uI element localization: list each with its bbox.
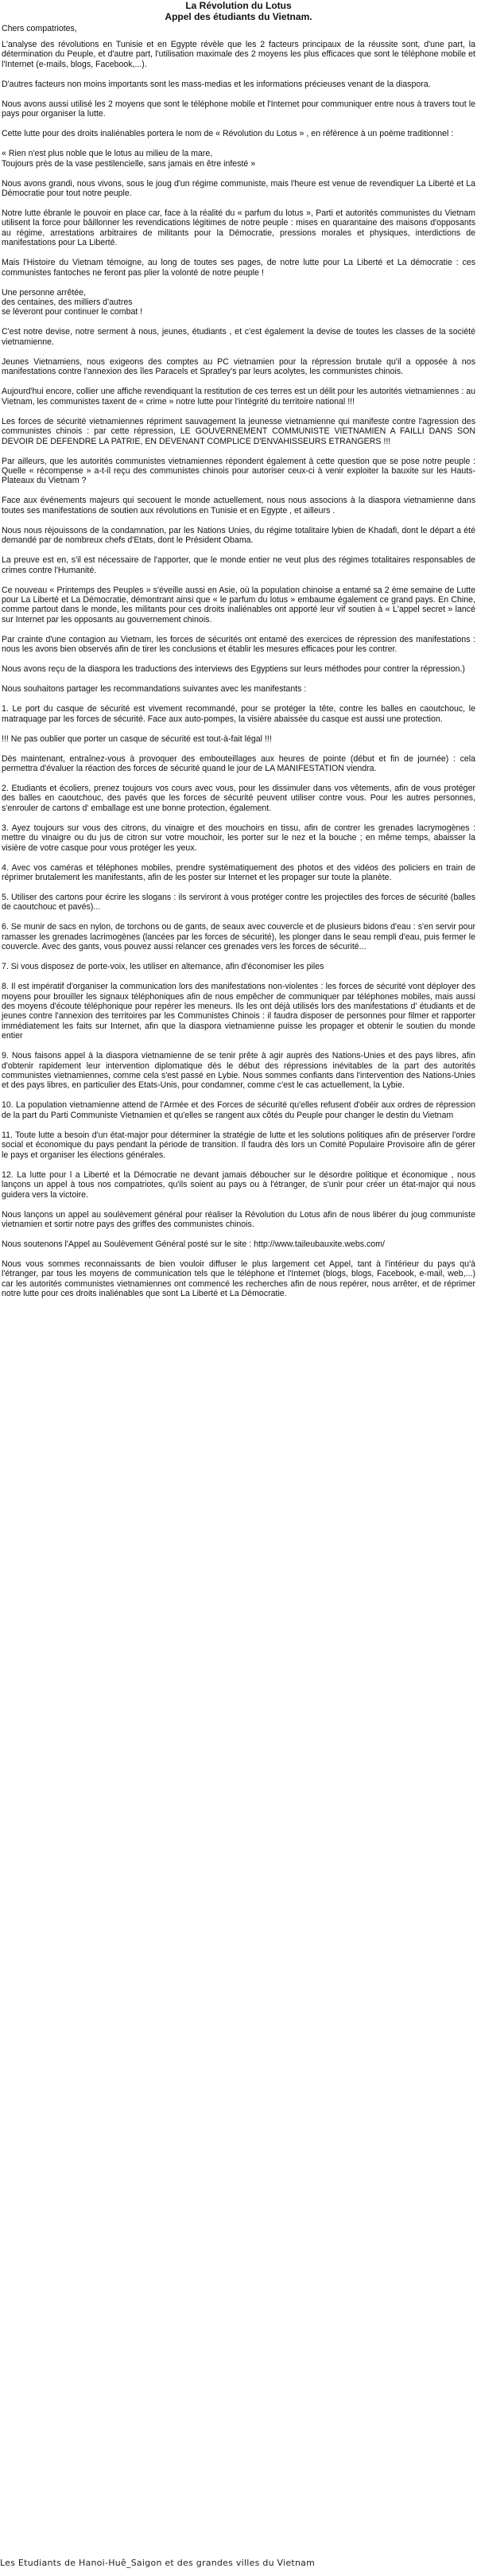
paragraph: D'autres facteurs non moins importants sont les mass-medias et les informations précieuses venant de la diaspora. [2,79,431,89]
poem-quote-line-2: Toujours près de la vase pestilencielle, sans jamais en être infesté » [2,158,256,169]
recommendation-item: 1. Le port du casque de sécurité est vivement recommandé, pour se protéger la tête, contre les balles en caoutchouc, le matraquage par les forces de sécurité. Face aux auto-pompes, la visière abaissée du casque est aussi une protection. [2,704,475,724]
title-line-1: La Révolution du Lotus [185,0,292,11]
title-line-2: Appel des étudiants du Vietnam. [165,11,312,22]
paragraph: Jeunes Vietnamiens, nous exigeons des comptes au PC vietnamien pour la répression brutale qu'il a opposée à nos manifestations contre l'annexion des îles Paracels et Spratley's par leurs acolytes, les communistes chinois. [2,356,475,377]
paragraph: C'est notre devise, notre serment à nous, jeunes, étudiants , et c'est également la devise de toutes les classes de la société vietnamienne. [2,327,475,347]
paragraph: Nous avons aussi utilisé les 2 moyens que sont le téléphone mobile et l'Internet pour communiquer entre nous à travers tout le pays pour organiser la lutte. [2,99,475,119]
paragraph: Nous avons reçu de la diaspora les traductions des interviews des Egyptiens sur leurs méthodes pour contrer la répression.) [2,664,465,675]
paragraph: Dès maintenant, entraînez-vous à provoquer des embouteillages aux heures de pointe (début et fin de journée) : cela permettra d'évaluer la réaction des forces de sécurité quand le jour de LA MANIFESTATION viendra. [2,753,475,773]
recommendation-item: 2. Etudiants et écoliers, prenez toujours vos cours avec vous, pour les dissimuler dans vos vêtements, afin de vous protéger des balles en caoutchouc, des pavés que les forces de sécurité peuvent utiliser contre vous. Pour les autres personnes, s'enrouler de cartons d' emballage est une bonne protection, également. [2,783,475,813]
signature-line: Les Etudiants de Hanoi-Huê_Saigon et des grandes villes du Vietnam [0,2558,316,2568]
recommendation-item: 9. Nous faisons appel à la diaspora vietnamienne de se tenir prête à agir auprès des Nations-Unies et des pays libres, afin d'obtenir rapidement leur intervention diplomatique dès le début des répressions inévitables de la part des autorités communistes vietnamiennes, comme cela s'est passé en Lybie. Nous sommes confiants dans l'intervention des Nations-Unies et des pays libres, en particulier des Etats-Unis, pour condamner, comme c'est le cas actuellement, la Lybie. [2,1051,475,1091]
paragraph: L'analyse des révolutions en Tunisie et en Egypte révèle que les 2 facteurs principaux de la réussite sont, d'une part, la détermination du Peuple, et d'autre part, l'utilisation maximale des 2 moyens les plus efficaces que sont le téléphone mobile et l'Internet (e-mails, blogs, Facebook,...). [2,40,475,69]
slogan-line-3: se lèveront pour continuer le combat ! [2,307,143,317]
paragraph: Nous avons grandi, nous vivons, sous le joug d'un régime communiste, mais l'heure est venue de revendiquer La Liberté et La Démocratie pour tout notre peuple. [2,178,475,199]
recommendation-item: 11. Toute lutte a besoin d'un état-major pour déterminer la stratégie de lutte et les solutions politiques afin de préserver l'ordre social et économique du pays pendant la période de transition. Il faudra dès lors un Comité Populaire Provisoire afin de gérer le pays et organiser les élections générales. [2,1130,475,1160]
page-title [0,0,477,22]
recommendation-item: 4. Avec vos caméras et téléphones mobiles, prendre systématiquement des photos et des vidéos des policiers en train de réprimer brutalement les manifestants, afin de les poster sur Internet et les propager sur toute la planète. [2,862,475,882]
recommendation-item: 12. La lutte pour l a Liberté et la Démocratie ne devant jamais déboucher sur le désordre politique et économique , nous lançons un appel à tous nos compatriotes, qu'ils soient au pays ou à l'étranger, de s'unir pour créer un état-major qui nous guidera vers la victoire. [2,1169,475,1200]
paragraph: Par ailleurs, que les autorités communistes vietnamiennes répondent également à cette question que se pose notre peuple : Quelle « récompense » a-t-il reçu des communistes chinois pour autoriser ceux-ci à venir exploiter la bauxite sur les Hauts-Plateaux du Vietnam ? [2,456,475,486]
paragraph: !!! Ne pas oublier que porter un casque de sécurité est tout-à-fait légal !!! [2,733,272,744]
slogan-line-2: des centaines, des milliers d'autres [2,298,133,308]
paragraph: Ce nouveau « Printemps des Peuples » s'éveille aussi en Asie, où la population chinoise a entamé sa 2 ème semaine de Lutte pour La Liberté et La Démocratie, démontrant ainsi que « le parfum du lotus » embaume également ce grand pays. En Chine, comme partout dans le monde, les militants pour ces droits inaliénables ont apporté leur vif soutien à « L'appel secret » lancé sur Internet par les opposants au gouvernement chinois. [2,585,475,625]
paragraph: Cette lutte pour des droits inaliénables portera le nom de « Révolution du Lotus » , en référence à un poème traditionnel : [2,129,454,139]
paragraph: Mais l'Histoire du Vietnam témoigne, au long de toutes ses pages, de notre lutte pour La Liberté et La démocratie : ces communistes fantoches ne feront pas plier la volonté de notre peuple ! [2,258,475,278]
letter-body [2,40,475,1309]
paragraph: Par crainte d'une contagion au Vietnam, les forces de sécurités ont entamé des exercices de répression des manifestations : nous les avons bien observés afin de tirer les conclusions et établir les mesures efficaces pour les contrer. [2,634,475,655]
paragraph: Nous souhaitons partager les recommandations suivantes avec les manifestants : [2,684,307,695]
recommendation-item: 3. Ayez toujours sur vous des citrons, du vinaigre et des mouchoirs en tissu, afin de contrer les grenades lacrymogènes : mettre du vinaigre ou du jus de citron sur votre mouchoir, les porter sur le nez et la bouche ; en même temps, abaisser la visière de votre casque pour vous protéger les yeux. [2,823,475,853]
paragraph: Les forces de sécurité vietnamiennes répriment sauvagement la jeunesse vietnamienne qui manifeste contre l'agression des communistes chinois : par cette répression, LE GOUVERNEMENT COMMUNISTE VIETNAMIEN A FAILLI DANS SON DEVOIR DE DEFENDRE LA PATRIE, EN DEVENANT COMPLICE D'ENVAHISSEURS ETRANGERS !!! [2,416,475,446]
paragraph: Nous vous sommes reconnaissants de bien vouloir diffuser le plus largement cet Appel, tant à l'intérieur du pays qu'à l'étranger, par tous les moyens de communication tels que le téléphone et l'Internet (blogs, blogs, Facebook, e-mail, web,...) car les autorités communistes vietnamiennes ont commencé les recherches afin de nous repérer, nous arrêter, et de réprimer notre lutte pour ces droits inaliénables que sont La Liberté et La Démocratie. [2,1259,475,1299]
paragraph: Face aux événements majeurs qui secouent le monde actuellement, nous nous associons à la diaspora vietnamienne dans toutes ses manifestations de soutien aux révolutions en Tunisie et en Egypte , et ailleurs . [2,496,475,516]
recommendation-item: 7. Si vous disposez de porte-voix, les utiliser en alternance, afin d'économiser les piles [2,962,324,972]
recommendation-item: 6. Se munir de sacs en nylon, de torchons ou de gants, de seaux avec couvercle et de plusieurs bidons d'eau : s'en servir pour ramasser les grenades lacrimogènes (lancées par les forces de sécurité), les plonger dans le seau rempli d'eau, puis fermer le couvercle. Avec des gants, vous pouvez aussi relancer ces grenades vers les forces de sécurité... [2,922,475,952]
paragraph: Notre lutte ébranle le pouvoir en place car, face à la réalité du « parfum du lotus », Parti et autorités communistes du Vietnam utilisent la force pour bâillonner les revendications légitimes de notre peuple : mises en quarantaine des maisons d'opposants au régime, arrestations arbitraires de militants pour la Démocratie, pressions morales et physiques, interdictions de manifestations pour La Liberté. [2,208,475,248]
paragraph: Nous lançons un appel au soulèvement général pour réaliser la Révolution du Lotus afin de nous libérer du joug communiste vietnamien et sortir notre pays des griffes des communistes chinois. [2,1209,475,1229]
paragraph: Nous soutenons l'Appel au Soulèvement Général posté sur le site : http://www.taileubauxite.webs.com/ [2,1239,385,1249]
slogan-line-1: Une personne arrêtée, [2,287,87,298]
paragraph: Nous nous réjouissons de la condamnation, par les Nations Unies, du régime totalitaire lybien de Khadafi, dont le départ a été demandé par de nombreux chefs d'Etats, dont le Président Obama. [2,525,475,546]
salutation: Chers compatriotes, [2,24,77,33]
paragraph: La preuve est en, s'il est nécessaire de l'apporter, que le monde entier ne veut plus des régimes totalitaires responsables de crimes contre l'Humanité. [2,555,475,575]
poem-quote-line-1: « Rien n'est plus noble que le lotus au milieu de la mare, [2,149,213,159]
recommendation-item: 10. La population vietnamienne attend de l'Armée et des Forces de sécurité qu'elles refusent d'obéir aux ordres de répression de la part du Parti Communiste Vietnamien et qu'elles se rangent aux côtés du Peuple pour changer le destin du Vietnam [2,1100,475,1120]
paragraph: Aujourd'hui encore, collier une affiche revendiquant la restitution de ces terres est un délit pour les autorités vietnamiennes : au Vietnam, les communistes taxent de « crime » notre lutte pour l'intégrité du territoire national !!! [2,387,475,407]
recommendation-item: 8. Il est impératif d'organiser la communication lors des manifestations non-violentes : les forces de sécurité vont déployer des moyens pour brouiller les signaux téléphoniques afin de nous empêcher de communiquer par téléphones mobiles, mais aussi des moyens d'écoute téléphonique pour repérer les meneurs. Ils les ont déjà utilisés lors des manifestations d' étudiants et de jeunes contre l'annexion des territoires par les Communistes Chinois : il faudra disposer de personnes pour filmer et rapporter immédiatement les faits sur Internet, afin que la diaspora vietnamienne puisse les propager et obtenir le soutien du monde entier [2,982,475,1041]
recommendation-item: 5. Utiliser des cartons pour écrire les slogans : ils serviront à vous protéger contre les projectiles des forces de sécurité (balles de caoutchouc et pavés)... [2,893,475,912]
